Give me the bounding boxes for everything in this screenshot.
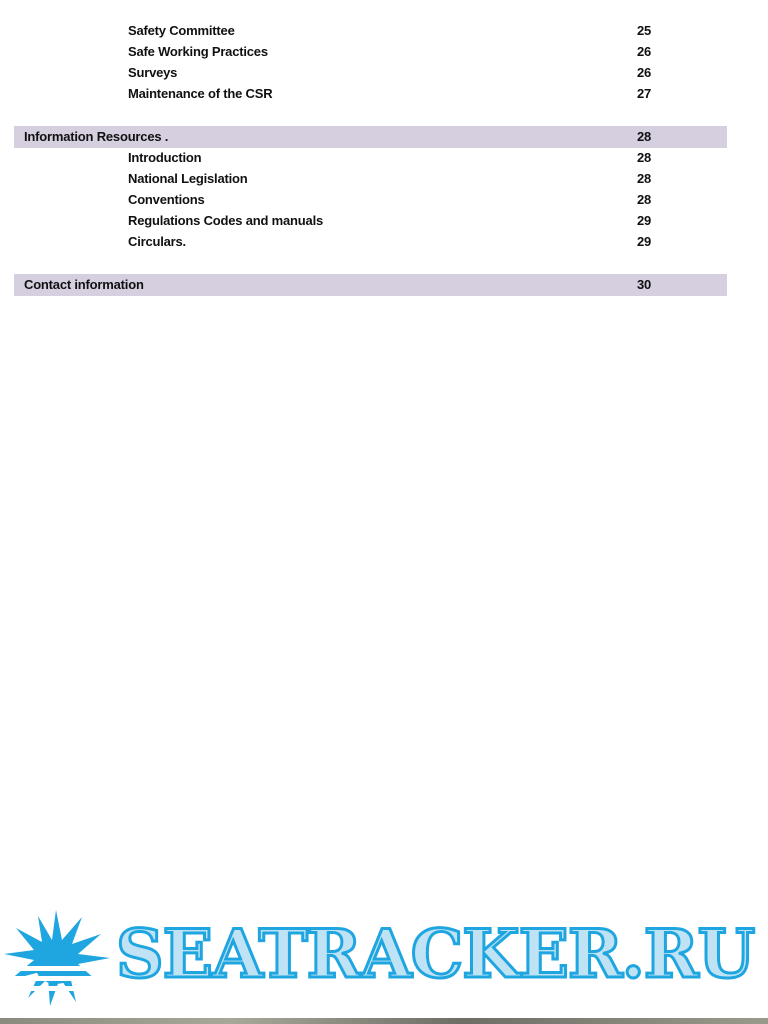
toc-entry-page: 26: [637, 44, 652, 59]
toc-entry[interactable]: [0, 231, 768, 252]
toc-entry-label: Introduction: [128, 150, 202, 165]
toc-entry[interactable]: [0, 62, 768, 83]
toc-section-label: Information Resources .: [24, 129, 169, 144]
toc-entry[interactable]: [0, 210, 768, 231]
toc-entry-page: 28: [637, 192, 652, 207]
toc-section-page: 28: [637, 129, 652, 144]
toc-entry-page: 27: [637, 86, 652, 101]
toc-entry[interactable]: [0, 20, 768, 41]
toc-entry-label: Regulations Codes and manuals: [128, 213, 324, 228]
toc-section-information-resources[interactable]: [14, 126, 727, 148]
toc-entry-label: National Legislation: [128, 171, 248, 186]
toc-entry-label: Circulars.: [128, 234, 186, 249]
bottom-edge-bar: [0, 1018, 768, 1024]
toc-entry-label: Safe Working Practices: [128, 44, 268, 59]
toc-entry-page: 25: [637, 23, 652, 38]
toc-entry[interactable]: [0, 147, 768, 168]
toc-entry[interactable]: [0, 168, 768, 189]
toc-entry-label: Safety Committee: [128, 23, 235, 38]
toc-entry-label: Maintenance of the CSR: [128, 86, 273, 101]
toc-entry[interactable]: [0, 189, 768, 210]
toc-entry-page: 29: [637, 213, 652, 228]
toc-entry-label: Surveys: [128, 65, 178, 80]
watermark: [0, 906, 768, 1014]
toc-entry-label: Conventions: [128, 192, 205, 207]
toc-entry[interactable]: [0, 41, 768, 62]
watermark-text: SEATRACKER.RU: [116, 915, 755, 993]
toc-entry[interactable]: [0, 83, 768, 104]
toc-entry-page: 26: [637, 65, 652, 80]
toc-section-contact-information[interactable]: [14, 274, 727, 296]
toc-entry-page: 28: [637, 171, 652, 186]
toc-section-page: 30: [637, 277, 652, 292]
toc-section-label: Contact information: [24, 277, 144, 292]
sun-icon: [0, 906, 120, 1014]
toc-entry-page: 29: [637, 234, 652, 249]
toc-entry-page: 28: [637, 150, 652, 165]
